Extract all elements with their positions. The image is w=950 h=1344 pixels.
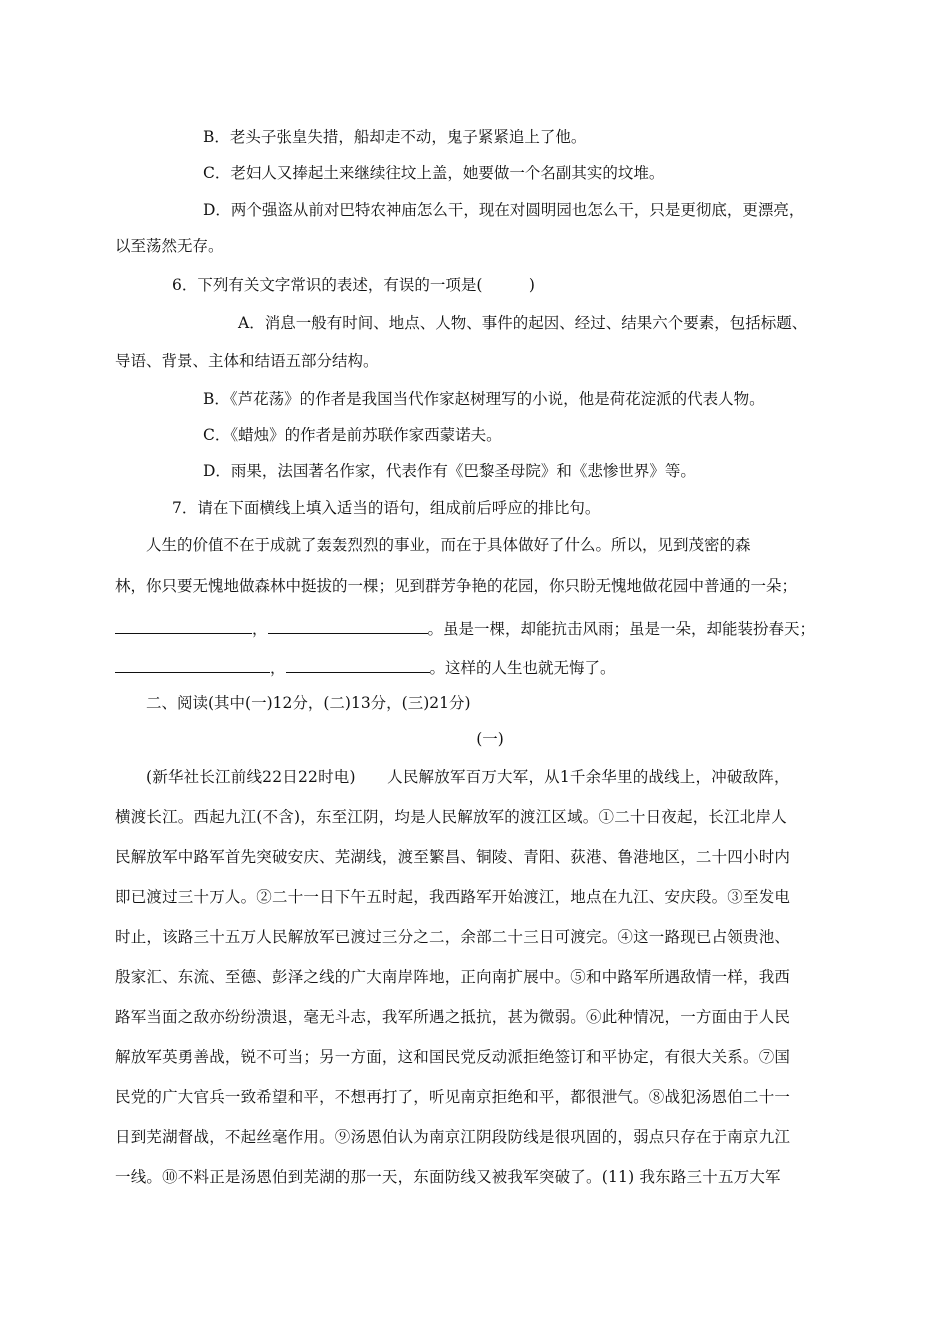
q7-paragraph-line1: 人生的价值不在于成就了轰轰烈烈的事业，而在于具体做好了什么。所以，见到茂密的森: [146, 536, 751, 554]
q6-option-b: B．《芦花荡》的作者是我国当代作家赵树理写的小说，他是荷花淀派的代表人物。: [203, 390, 765, 408]
q5-option-d-line2: 以至荡然无存。: [115, 237, 224, 255]
passage-line: 一线。⑩不料正是汤恩伯到芜湖的那一天，东面防线又被我军突破了。(11) 我东路三十五万大军: [115, 1168, 781, 1186]
passage-line: (新华社长江前线22日22时电) 人民解放军百万大军，从1千余华里的战线上，冲破敌阵，: [146, 768, 790, 786]
q6-option-c: C．《蜡烛》的作者是前苏联作家西蒙诺夫。: [203, 426, 502, 444]
q5-option-d-line1: D．两个强盗从前对巴特农神庙怎么干，现在对圆明园也怎么干，只是更彻底，更漂亮，: [203, 201, 805, 219]
passage-line: 民解放军中路军首先突破安庆、芜湖线，渡至繁昌、铜陵、青阳、荻港、鲁港地区，二十四小时内: [115, 848, 791, 866]
q7-fill-line2: [0, 656, 950, 678]
q5-option-b: B．老头子张皇失措，船却走不动，鬼子紧紧追上了他。: [203, 128, 587, 146]
passage-line: 路军当面之敌亦纷纷溃退，毫无斗志，我军所遇之抵抗，甚为微弱。⑥此种情况，一方面由于人民: [115, 1008, 791, 1026]
passage-line: 民党的广大官兵一致希望和平，不想再打了，听见南京拒绝和平，都很泄气。⑧战犯汤恩伯二十一: [115, 1088, 791, 1106]
passage-line: 殷家汇、东流、至德、彭泽之线的广大南岸阵地，正向南扩展中。⑤和中路军所遇敌情一样，我西: [115, 968, 791, 986]
q5-option-c: C．老妇人又捧起土来继续往坟上盖，她要做一个名副其实的坟堆。: [203, 164, 665, 182]
section-heading: 二、阅读(其中(一)12分，(二)13分，(三)21分): [146, 694, 471, 712]
q6-option-a-line1: A．消息一般有时间、地点、人物、事件的起因、经过、结果六个要素，包括标题、: [238, 314, 808, 332]
fill-line1-tail: 。虽是一棵，却能抗击风雨；虽是一朵，却能装扮春天；: [427, 620, 816, 638]
q7-fill-line1: [0, 617, 950, 639]
fill-blank-3[interactable]: [115, 656, 270, 673]
blank-separator: ，: [252, 620, 268, 638]
passage-line: 即已渡过三十万人。②二十一日下午五时起，我西路军开始渡江，地点在九江、安庆段。③至发电: [115, 888, 791, 906]
passage-line: 横渡长江。西起九江(不含)，东至江阴，均是人民解放军的渡江区域。①二十日夜起，长江北岸人: [115, 808, 787, 826]
blank-separator: ，: [270, 659, 286, 677]
fill-blank-2[interactable]: [268, 617, 428, 634]
q6-option-d: D．雨果，法国著名作家，代表作有《巴黎圣母院》和《悲惨世界》等。: [203, 462, 696, 480]
q6-stem: 6．下列有关文字常识的表述，有误的一项是( ): [172, 276, 535, 294]
fill-blank-4[interactable]: [286, 656, 430, 673]
q7-stem: 7．请在下面横线上填入适当的语句，组成前后呼应的排比句。: [172, 499, 601, 517]
fill-line2-tail: 。这样的人生也就无悔了。: [429, 659, 616, 677]
q7-paragraph-line2: 林，你只要无愧地做森林中挺拔的一棵；见到群芳争艳的花园，你只盼无愧地做花园中普通的一朵；: [115, 577, 798, 595]
passage-line: 日到芜湖督战，不起丝毫作用。⑨汤恩伯认为南京江阴段防线是很巩固的，弱点只存在于南京九江: [115, 1128, 791, 1146]
q6-option-a-line2: 导语、背景、主体和结语五部分结构。: [115, 352, 379, 370]
passage-line: 解放军英勇善战，锐不可当；另一方面，这和国民党反动派拒绝签订和平协定，有很大关系。⑦国: [115, 1048, 791, 1066]
fill-blank-1[interactable]: [115, 617, 252, 634]
passage-line: 时止，该路三十五万人民解放军已渡过三分之二，余部二十三日可渡完。④这一路现已占领贵池、: [115, 928, 791, 946]
passage-subheading: (一): [476, 730, 504, 748]
